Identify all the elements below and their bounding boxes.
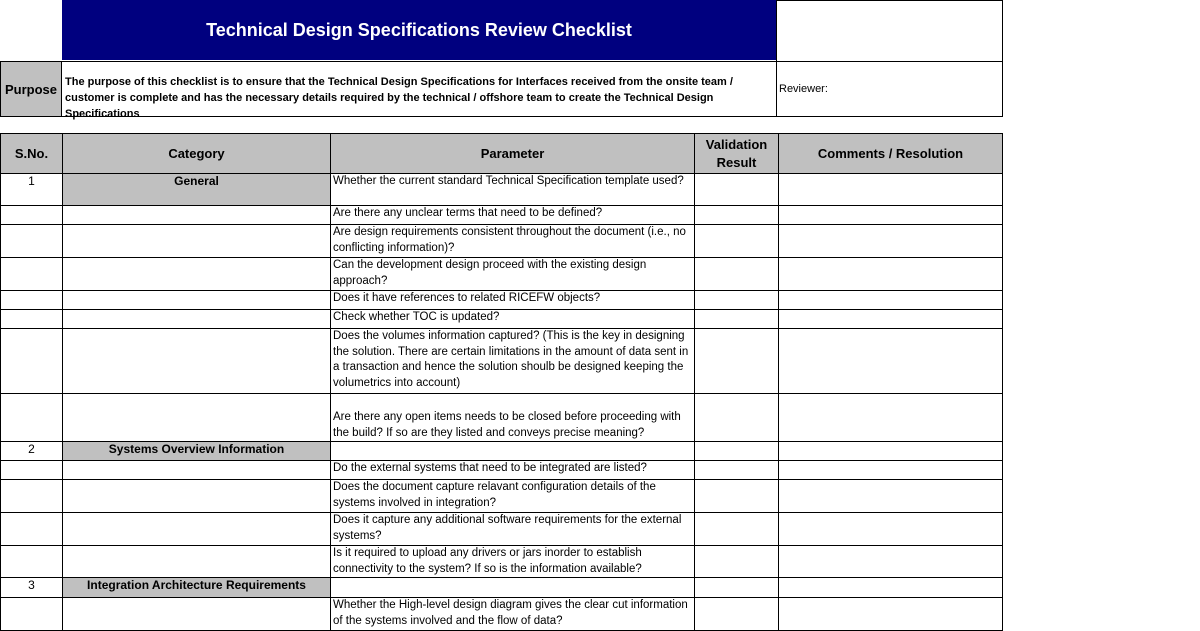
validation-cell[interactable]: [695, 174, 779, 206]
parameter-cell[interactable]: Is it required to upload any drivers or jars inorder to establish connectivity to the system? If so is the information available?: [331, 546, 695, 578]
comments-cell[interactable]: [779, 310, 1003, 329]
reviewer-field[interactable]: Reviewer:: [776, 61, 1003, 117]
parameter-cell[interactable]: Check whether TOC is updated?: [331, 310, 695, 329]
column-header-category: Category: [63, 134, 331, 174]
table-row: [1, 310, 1003, 329]
validation-cell[interactable]: [695, 310, 779, 329]
category-cell: [63, 225, 331, 258]
table-row: [1, 513, 1003, 546]
category-cell: [63, 310, 331, 329]
sno-cell: [1, 329, 63, 394]
column-header-sno: S.No.: [1, 134, 63, 174]
purpose-label: Purpose: [0, 61, 62, 117]
parameter-cell[interactable]: Are design requirements consistent throughout the document (i.e., no conflicting information)?: [331, 225, 695, 258]
section-category: Systems Overview Information: [63, 442, 331, 461]
validation-cell[interactable]: [695, 442, 779, 461]
validation-cell[interactable]: [695, 329, 779, 394]
sno-cell: [1, 206, 63, 225]
comments-cell[interactable]: [779, 480, 1003, 513]
parameter-cell[interactable]: Can the development design proceed with the existing design approach?: [331, 258, 695, 291]
parameter-cell[interactable]: Do the external systems that need to be integrated are listed?: [331, 461, 695, 480]
validation-cell[interactable]: [695, 546, 779, 578]
section-number: 2: [1, 442, 63, 461]
category-cell: [63, 480, 331, 513]
validation-cell[interactable]: [695, 578, 779, 598]
category-cell: [63, 329, 331, 394]
comments-cell[interactable]: [779, 461, 1003, 480]
comments-cell[interactable]: [779, 546, 1003, 578]
category-cell: [63, 546, 331, 578]
comments-cell[interactable]: [779, 206, 1003, 225]
comments-cell[interactable]: [779, 329, 1003, 394]
sno-cell: [1, 546, 63, 578]
table-row: [1, 442, 1003, 461]
section-category: Integration Architecture Requirements: [63, 578, 331, 598]
category-cell: [63, 394, 331, 442]
parameter-cell[interactable]: [331, 578, 695, 598]
comments-cell[interactable]: [779, 225, 1003, 258]
category-cell: [63, 598, 331, 631]
parameter-cell[interactable]: Are there any unclear terms that need to be defined?: [331, 206, 695, 225]
comments-cell[interactable]: [779, 291, 1003, 310]
table-row: [1, 480, 1003, 513]
category-cell: [63, 206, 331, 225]
section-number: 3: [1, 578, 63, 598]
table-row: [1, 291, 1003, 310]
parameter-cell[interactable]: Does it capture any additional software requirements for the external systems?: [331, 513, 695, 546]
comments-cell[interactable]: [779, 578, 1003, 598]
table-row: [1, 598, 1003, 631]
sno-cell: [1, 394, 63, 442]
sno-cell: [1, 461, 63, 480]
comments-cell[interactable]: [779, 442, 1003, 461]
table-row: [1, 225, 1003, 258]
sno-cell: [1, 291, 63, 310]
table-row: [1, 461, 1003, 480]
table-row: [1, 546, 1003, 578]
category-cell: [63, 291, 331, 310]
parameter-cell[interactable]: Does the document capture relavant configuration details of the systems involved in integration?: [331, 480, 695, 513]
section-category: General: [63, 174, 331, 206]
validation-cell[interactable]: [695, 461, 779, 480]
validation-cell[interactable]: [695, 480, 779, 513]
column-header-comments: Comments / Resolution: [779, 134, 1003, 174]
table-row: [1, 329, 1003, 394]
comments-cell[interactable]: [779, 513, 1003, 546]
section-number: 1: [1, 174, 63, 206]
column-header-validation: Validation Result: [695, 134, 779, 174]
validation-cell[interactable]: [695, 258, 779, 291]
category-cell: [63, 258, 331, 291]
comments-cell[interactable]: [779, 598, 1003, 631]
sno-cell: [1, 225, 63, 258]
purpose-text: The purpose of this checklist is to ensure that the Technical Design Specifications for Interfaces received from the onsite team / customer is complete and has the necessary details required by the technical / offshore team to create the Technical Design Specifications: [62, 61, 777, 117]
sno-cell: [1, 513, 63, 546]
sno-cell: [1, 598, 63, 631]
validation-cell[interactable]: [695, 394, 779, 442]
validation-cell[interactable]: [695, 225, 779, 258]
sno-cell: [1, 480, 63, 513]
parameter-cell[interactable]: [331, 442, 695, 461]
comments-cell[interactable]: [779, 258, 1003, 291]
column-header-parameter: Parameter: [331, 134, 695, 174]
parameter-cell[interactable]: Does it have references to related RICEFW objects?: [331, 291, 695, 310]
category-cell: [63, 461, 331, 480]
sno-cell: [1, 310, 63, 329]
top-right-cell[interactable]: [776, 0, 1003, 62]
header-row: [1, 134, 1003, 174]
validation-cell[interactable]: [695, 206, 779, 225]
table-row: [1, 206, 1003, 225]
comments-cell[interactable]: [779, 174, 1003, 206]
checklist-table: [0, 133, 1003, 631]
parameter-cell[interactable]: Are there any open items needs to be closed before proceeding with the build? If so are they listed and conveys precise meaning?: [331, 394, 695, 442]
table-row: [1, 394, 1003, 442]
comments-cell[interactable]: [779, 394, 1003, 442]
validation-cell[interactable]: [695, 598, 779, 631]
table-row: [1, 174, 1003, 206]
table-row: [1, 578, 1003, 598]
category-cell: [63, 513, 331, 546]
parameter-cell[interactable]: Does the volumes information captured? (This is the key in designing the solution. There are certain limitations in the amount of data sent in a transaction and hence the solution shoulb be designed keeping the volumetrics into account): [331, 329, 695, 394]
table-row: [1, 258, 1003, 291]
parameter-cell[interactable]: Whether the High-level design diagram gives the clear cut information of the systems involved and the flow of data?: [331, 598, 695, 631]
sno-cell: [1, 258, 63, 291]
validation-cell[interactable]: [695, 291, 779, 310]
validation-cell[interactable]: [695, 513, 779, 546]
parameter-cell[interactable]: Whether the current standard Technical Specification template used?: [331, 174, 695, 206]
sheet-title: Technical Design Specifications Review Checklist: [62, 0, 776, 60]
